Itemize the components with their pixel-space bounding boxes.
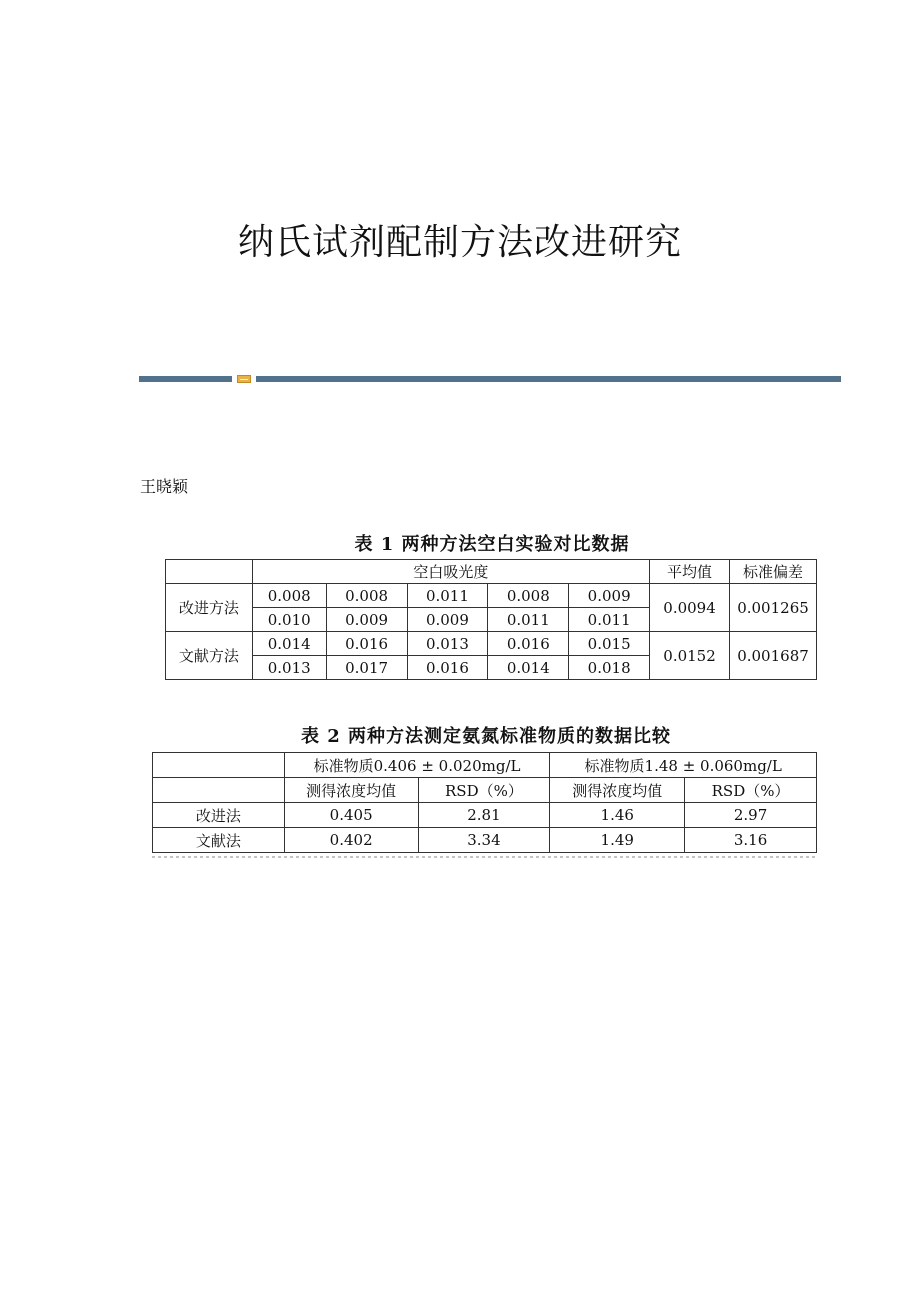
row-label: 改进法 <box>153 803 285 828</box>
table-cell: 0.008 <box>252 584 326 608</box>
row-label: 文献法 <box>153 828 285 853</box>
table-cell-mean: 0.0152 <box>650 632 730 680</box>
table-header-row <box>153 753 817 778</box>
table2 <box>152 752 817 853</box>
author-name: 王晓颖 <box>140 477 189 496</box>
table-cell: 0.016 <box>488 632 569 656</box>
table-row <box>153 803 817 828</box>
decorative-divider <box>139 375 841 383</box>
table-cell: 0.014 <box>252 632 326 656</box>
table-header-row <box>166 560 817 584</box>
table1-caption: 表 1 两种方法空白实验对比数据 <box>354 534 630 555</box>
table-cell: 0.405 <box>284 803 418 828</box>
table-header-cell: 测得浓度均值 <box>550 778 685 803</box>
table-cell: 0.009 <box>407 608 488 632</box>
table1 <box>165 559 817 680</box>
table-row <box>166 632 817 656</box>
table-cell: 0.011 <box>488 608 569 632</box>
table-cell-empty <box>153 778 285 803</box>
table-header-cell: 标准偏差 <box>729 560 816 584</box>
row-label: 改进方法 <box>166 584 253 632</box>
table-subheader-row <box>153 778 817 803</box>
table-row <box>153 828 817 853</box>
table-cell: 3.34 <box>418 828 550 853</box>
table-cell: 0.013 <box>252 656 326 680</box>
table-cell: 0.016 <box>407 656 488 680</box>
table-cell: 0.015 <box>569 632 650 656</box>
table-header-cell: RSD（%） <box>418 778 550 803</box>
table-group-header: 标准物质0.406 ± 0.020mg/L <box>284 753 550 778</box>
table-cell-empty <box>166 560 253 584</box>
table-cell-std: 0.001687 <box>729 632 816 680</box>
table-cell: 0.010 <box>252 608 326 632</box>
row-label: 文献方法 <box>166 632 253 680</box>
table-header-cell: 测得浓度均值 <box>284 778 418 803</box>
table-cell: 0.014 <box>488 656 569 680</box>
table-row <box>166 584 817 608</box>
table-header-cell: RSD（%） <box>685 778 817 803</box>
table-cell: 0.011 <box>407 584 488 608</box>
table-group-header: 标准物质1.48 ± 0.060mg/L <box>550 753 817 778</box>
table-cell: 0.016 <box>326 632 407 656</box>
table-header-cell: 空白吸光度 <box>252 560 649 584</box>
table-cell: 0.008 <box>488 584 569 608</box>
table-cell: 0.011 <box>569 608 650 632</box>
table-cell: 3.16 <box>685 828 817 853</box>
table-cell: 2.81 <box>418 803 550 828</box>
table-cell: 0.017 <box>326 656 407 680</box>
table-cell: 0.402 <box>284 828 418 853</box>
divider-bar-left <box>139 376 232 382</box>
document-title: 纳氏试剂配制方法改进研究 <box>237 222 682 263</box>
table-cell: 2.97 <box>685 803 817 828</box>
table-cell: 0.009 <box>326 608 407 632</box>
table-cell: 1.49 <box>550 828 685 853</box>
table-cell-empty <box>153 753 285 778</box>
table-cell: 0.013 <box>407 632 488 656</box>
divider-emblem-icon <box>237 375 251 383</box>
table-cell: 0.018 <box>569 656 650 680</box>
table-cell-mean: 0.0094 <box>650 584 730 632</box>
table2-caption: 表 2 两种方法测定氨氮标准物质的数据比较 <box>300 726 672 747</box>
table-cell: 1.46 <box>550 803 685 828</box>
table-header-cell: 平均值 <box>650 560 730 584</box>
table-cell: 0.008 <box>326 584 407 608</box>
table-cell-std: 0.001265 <box>729 584 816 632</box>
table-cell: 0.009 <box>569 584 650 608</box>
divider-bar-right <box>256 376 841 382</box>
scan-artifact-line <box>152 856 817 858</box>
